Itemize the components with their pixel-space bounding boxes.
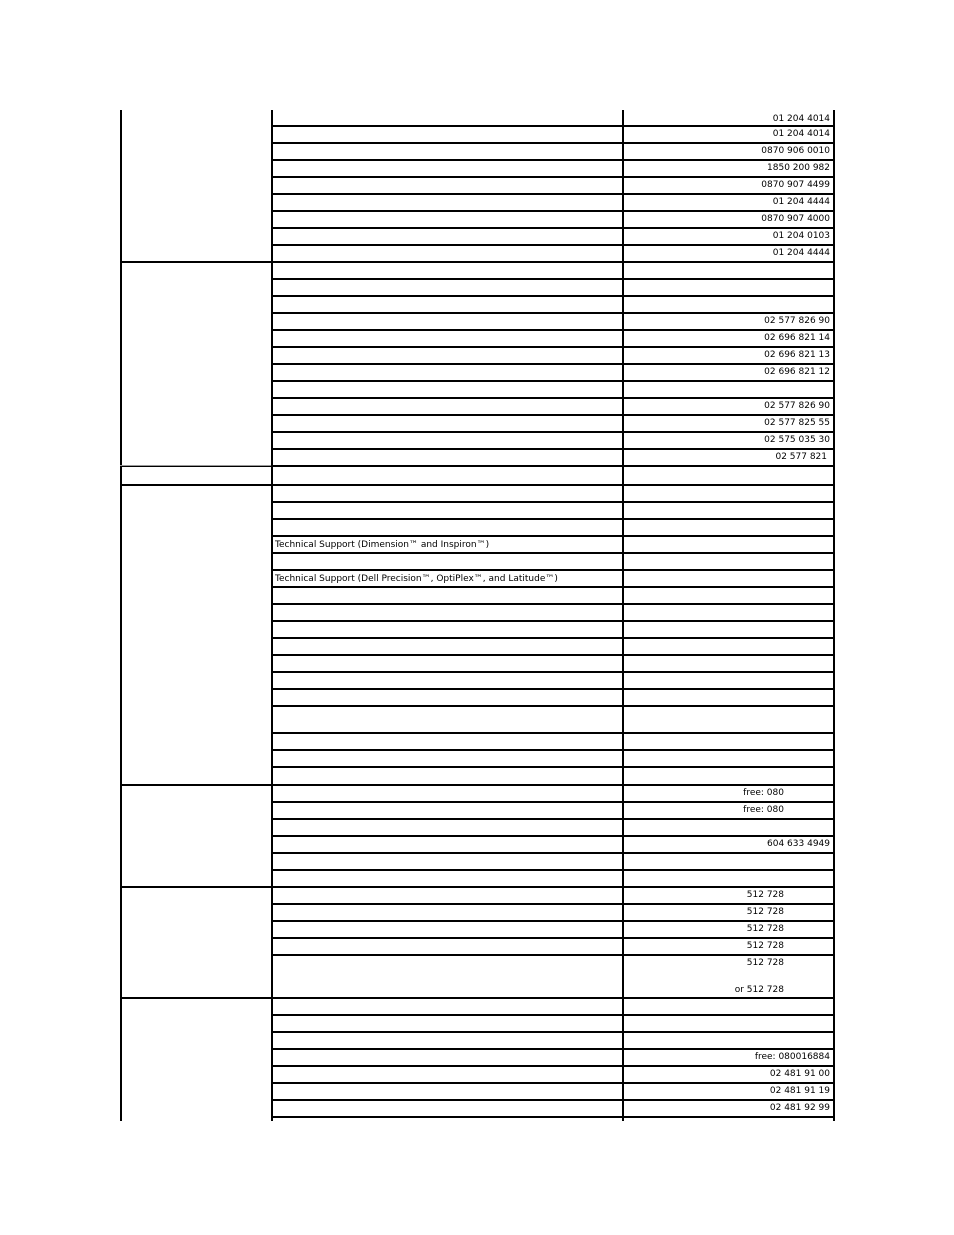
row-divider [271,749,835,751]
row-divider [271,176,835,178]
row-divider [271,552,835,554]
row-divider [271,329,835,331]
row-divider [271,501,835,503]
row-divider [271,954,835,956]
row-divider [271,569,835,571]
phone-number: 02 575 035 30 [764,435,830,445]
row-divider [271,535,835,537]
row-divider [271,869,835,871]
group-divider [120,484,271,486]
row-divider [271,732,835,734]
phone-number: 0870 907 4000 [761,214,830,224]
phone-number: 02 577 821 [775,452,827,462]
row-divider [271,159,835,161]
group-divider [120,465,271,466]
phone-number: free: 080016884 [754,1052,830,1062]
row-divider [271,448,835,450]
phone-number: 0870 906 0010 [761,146,830,156]
row-divider [271,380,835,382]
row-divider [271,397,835,399]
phone-number: or 512 728 [734,985,784,995]
phone-number: 604 633 4949 [767,839,830,849]
phone-number: 02 577 826 90 [764,316,830,326]
phone-number: 01 204 0103 [772,231,830,241]
row-divider [271,1048,835,1050]
row-divider [271,801,835,803]
group-divider [120,784,271,786]
phone-number: 512 728 [746,958,784,968]
row-divider [271,1099,835,1101]
row-divider [271,346,835,348]
row-divider [271,244,835,246]
phone-number: 1850 200 982 [767,163,830,173]
row-divider [271,295,835,297]
row-divider [271,363,835,365]
row-divider [271,688,835,690]
group-divider [120,886,271,888]
row-divider [271,312,835,314]
group-divider [120,261,271,263]
row-divider [271,518,835,520]
phone-number: 02 481 92 99 [769,1103,830,1113]
phone-number: 02 481 91 00 [769,1069,830,1079]
phone-number: 01 204 4014 [772,129,830,139]
phone-number: 02 481 91 19 [769,1086,830,1096]
row-divider [271,431,835,433]
row-divider [271,620,835,622]
row-divider [271,766,835,768]
row-divider [271,414,835,416]
row-divider [271,1065,835,1067]
row-divider [271,1014,835,1016]
row-divider [271,852,835,854]
service-label: Technical Support (Dimension™ and Inspiron™) [275,540,490,550]
row-divider [271,1082,835,1084]
row-divider [271,903,835,905]
phone-number: 0870 907 4499 [761,180,830,190]
row-divider [271,671,835,673]
row-divider [271,465,835,467]
row-divider [271,784,835,786]
row-divider [271,193,835,195]
phone-number: 512 728 [746,907,784,917]
row-divider [271,654,835,656]
phone-number: 02 696 821 14 [764,333,830,343]
phone-number: 02 577 826 90 [764,401,830,411]
phone-number: 02 696 821 12 [764,367,830,377]
row-divider [271,937,835,939]
row-divider [271,484,835,486]
row-divider [271,227,835,229]
phone-number: 01 204 4444 [772,248,830,258]
row-divider [271,997,835,999]
row-divider [271,210,835,212]
phone-number: 512 728 [746,941,784,951]
phone-number: 02 696 821 13 [764,350,830,360]
row-divider [271,920,835,922]
row-divider [271,818,835,820]
row-divider [271,603,835,605]
group-divider [120,997,271,999]
row-divider [271,278,835,280]
row-divider [271,886,835,888]
phone-number: free: 080 [743,788,784,798]
phone-number: free: 080 [743,805,784,815]
row-divider [271,125,835,127]
phone-number: 512 728 [746,890,784,900]
row-divider [271,835,835,837]
row-divider [271,261,835,263]
phone-number: 01 204 4444 [772,197,830,207]
row-divider [271,142,835,144]
phone-number: 01 204 4014 [772,114,830,124]
row-divider [271,1031,835,1033]
phone-number: 02 577 825 55 [764,418,830,428]
row-divider [271,637,835,639]
phone-number: 512 728 [746,924,784,934]
service-label: Technical Support (Dell Precision™, OptiPlex™, and Latitude™) [275,574,558,584]
row-divider [271,1116,835,1118]
row-divider [271,586,835,588]
row-divider [271,705,835,707]
